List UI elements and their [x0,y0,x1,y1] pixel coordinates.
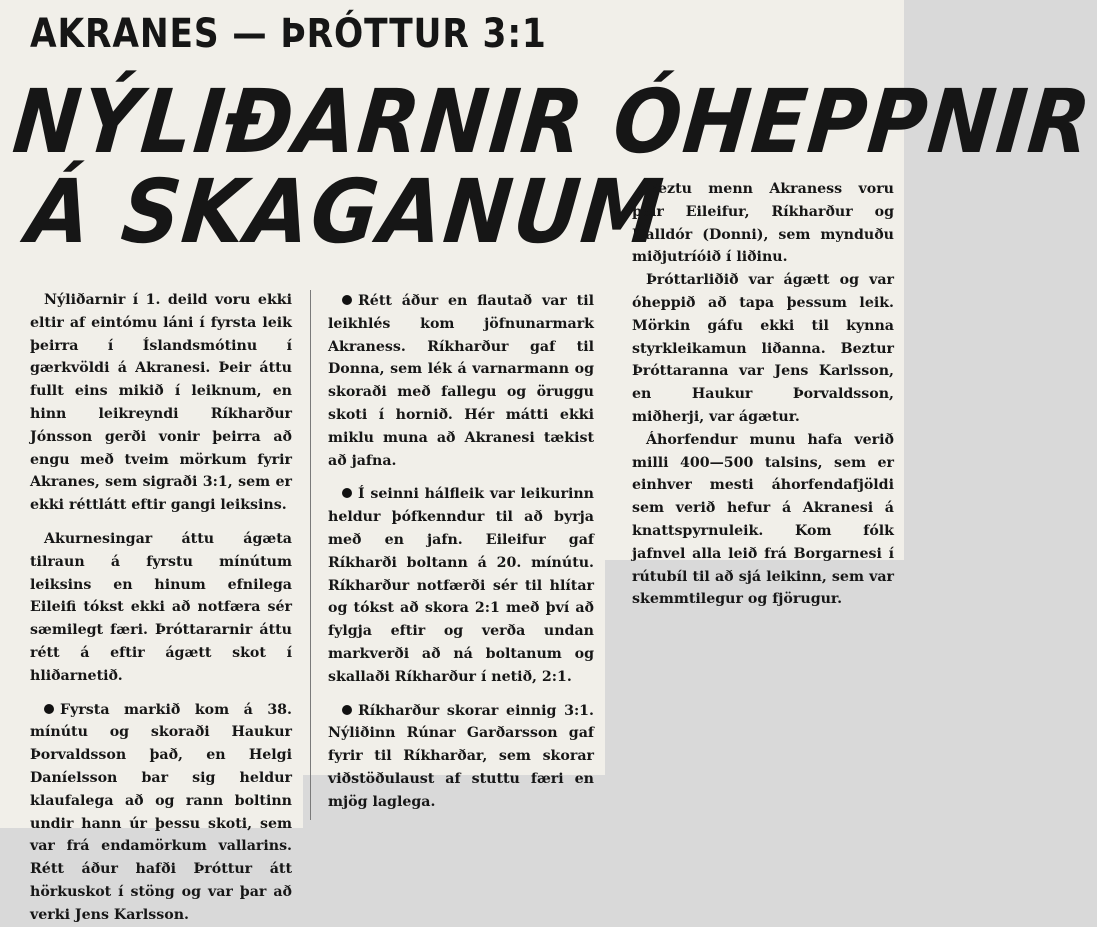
column-divider [310,290,311,820]
paragraph: Akurnesingar áttu ágæta tilraun á fyrstu mínútum leiksins en hinum efnilega Eileifi tókst ekki að notfæra sér sæmilegt færi. Þróttararnir áttu rétt á eftir ágætt skot í hliðarnetið. [30,530,292,684]
bullet-icon [44,704,54,714]
paragraph [328,700,594,814]
paragraph: Nýliðarnir í 1. deild voru ekki eltir af eintómu láni í fyrsta leik þeirra í Íslandsmótinu í gærkvöldi á Akranesi. Þeir áttu fullt eins mikið í leiknum, en hinn leikreyndi Ríkharður Jónsson gerði vonir þeirra að engu með tveim mörkum fyrir Akranes, sem sigraði 3:1, sem er ekki réttlátt eftir gangi leiksins. [30,292,292,514]
match-header: AKRANES — ÞRÓTTUR 3:1 [30,11,547,57]
article-column-2 [328,290,594,814]
paragraph-text: Í seinni hálfleik var leikurinn heldur þófkenndur til að byrja með en jafn. Eileifur gaf Ríkharði boltann á 20. mínútu. Ríkharður notfærði sér til hlítar og tókst að skora 2:1 með því að fylgja eftir og verða undan markverði að ná boltanum og skallaði Ríkharður í netið, 2:1. [328,486,594,685]
headline-line-1: NÝLIÐARNIR ÓHEPPNIR [8,70,1097,173]
paragraph-text: Fyrsta markið kom á 38. mínútu og skoraði Haukur Þorvaldsson það, en Helgi Daníelsson bar sig heldur klaufalega að og rann boltinn undir hann úr þessu skoti, sem var frá endamörkum vallarins. Rétt áður hafði Þróttur átt hörkuskot í stöng og var þar að verki Jens Karlsson. [30,701,292,923]
bullet-icon [342,295,352,305]
paragraph: Áhorfendur munu hafa verið milli 400—500 talsins, sem er einhver mesti áhorfendafjöldi sem verið hefur á Akranesi á knattspyrnuleik. Kom fólk jafnvel alla leið frá Borgarnesi í rútubíl til að sjá leikinn, sem var skemmtilegur og fjörugur. [632,431,894,608]
bullet-icon [342,488,352,498]
headline-line-2: Á SKAGANUM [22,160,669,263]
paragraph: Þróttarliðið var ágætt og var óheppið að tapa þessum leik. Mörkin gáfu ekki til kynna styrkleikamun liðanna. Beztur Þróttaranna var Jens Karlsson, en Haukur Þorvaldsson, miðherji, var ágætur. [632,272,894,425]
bullet-icon [342,705,352,715]
paragraph: Beztu menn Akraness voru þeir Eileifur, Ríkharður og Halldór (Donni), sem mynduðu miðjutríóið í liðinu. [632,181,894,266]
article-column-1 [30,289,292,927]
paragraph-text: Rétt áður en flautað var til leikhlés kom jöfnunarmark Akraness. Ríkharður gaf til Donna, sem lék á varnarmann og skoraði með fallegu og öruggu skoti í hornið. Hér mátti ekki miklu muna að Akranesi tækist að jafna. [328,293,594,469]
paragraph [328,483,594,688]
paragraph-text: Ríkharður skorar einnig 3:1. Nýliðinn Rúnar Garðarsson gaf fyrir til Ríkharðar, sem skorar viðstöðulaust af stuttu færi en mjög laglega. [328,702,594,810]
paragraph [328,290,594,472]
article-column-3 [632,178,894,611]
paragraph [30,699,292,927]
